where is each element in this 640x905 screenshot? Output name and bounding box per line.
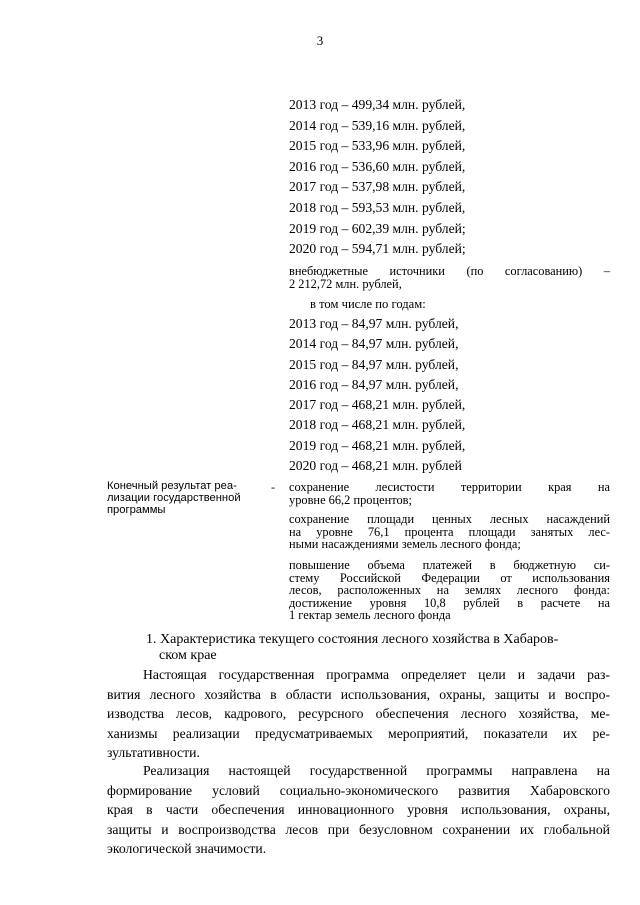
result-label-line: программы — [107, 504, 166, 516]
budget-year-line: 2014 год – 539,16 млн. рублей, — [289, 117, 466, 133]
paragraph-line: Настоящая государственная программа определяет цели и задачи раз- — [143, 667, 610, 682]
section-heading — [146, 632, 611, 663]
paragraph-line: Реализация настоящей государственной программы направлена на — [143, 763, 610, 778]
budget-year-line: 2018 год – 593,53 млн. рублей, — [289, 199, 466, 215]
budget-year-line: 2020 год – 594,71 млн. рублей; — [289, 241, 466, 257]
extrabudget-year-line: 2015 год – 84,97 млн. рублей, — [289, 356, 459, 372]
result-item-forest-cover — [289, 481, 610, 506]
result-item-budget-payments — [289, 559, 610, 622]
paragraph-line: вития лесного хозяйства в области использования, охраны, защиты и воспро- — [107, 686, 610, 702]
result-label-dash: - — [271, 480, 275, 494]
result-line: 1 гектар земель лесного фонда — [289, 608, 451, 623]
extrabudget-year-line: 2018 год – 468,21 млн. рублей, — [289, 417, 466, 433]
extrabudget-year-line: 2014 год – 84,97 млн. рублей, — [289, 336, 459, 352]
result-item-valuable-forests — [289, 513, 610, 551]
paragraph-line: экологической значимости. — [107, 841, 267, 857]
extrabudget-sources — [289, 265, 610, 290]
result-line: сохранение лесистости территории края на — [289, 480, 610, 494]
extrabudget-year-line: 2020 год – 468,21 млн. рублей — [289, 458, 462, 474]
result-line: достижение уровня 10,8 рублей в расчете на — [289, 595, 610, 610]
paragraph-line: ханизмы реализации предусматриваемых мероприятий, показатели их ре- — [107, 725, 610, 741]
result-line: повышение объема платежей в бюджетную си- — [289, 558, 610, 572]
extrabudget-subtitle: в том числе по годам: — [310, 297, 426, 311]
page-number: 3 — [316, 33, 324, 48]
budget-year-line: 2017 год – 537,98 млн. рублей, — [289, 179, 466, 195]
result-line: уровне 66,2 процентов; — [289, 492, 412, 507]
extrabudget-year-line: 2019 год – 468,21 млн. рублей, — [289, 437, 466, 453]
paragraph-implementation — [107, 761, 610, 859]
extrabudget-year-line: 2016 год – 84,97 млн. рублей, — [289, 376, 459, 392]
paragraph-line: края в части обеспечения инновационного уровня использования, охраны, — [107, 802, 610, 818]
paragraph-line: защиты и воспроизводства лесов при безусловном сохранении их глобальной — [107, 821, 610, 837]
paragraph-line: формирование условий социально-экономического развития Хабаровского — [107, 782, 610, 798]
extrabudget-line1: внебюджетные источники (по согласованию) – — [289, 264, 610, 278]
budget-year-line: 2016 год – 536,60 млн. рублей, — [289, 158, 466, 174]
budget-year-line: 2015 год – 533,96 млн. рублей, — [289, 138, 466, 154]
extrabudget-years-list — [289, 316, 610, 478]
paragraph-goals — [107, 665, 610, 763]
extrabudget-line2: 2 212,72 млн. рублей, — [289, 276, 402, 291]
section-heading-line: ском крае — [159, 647, 217, 663]
extrabudget-year-line: 2013 год – 84,97 млн. рублей, — [289, 316, 459, 331]
result-line: сохранение площади ценных лесных насаждений — [289, 512, 610, 526]
budget-year-line: 2019 год – 602,39 млн. рублей; — [289, 220, 466, 236]
budget-years-list — [289, 97, 610, 262]
result-line: на уровне 76,1 процента площади занятых лес- — [289, 524, 610, 539]
extrabudget-year-line: 2017 год – 468,21 млн. рублей, — [289, 397, 466, 413]
result-label-line: лизации государственной — [107, 492, 241, 504]
paragraph-line: изводства лесов, кадрового, ресурсного обеспечения лесного хозяйства, ме- — [107, 706, 610, 722]
result-label-line: Конечный результат реа- — [107, 480, 237, 492]
budget-year-line: 2013 год – 499,34 млн. рублей, — [289, 97, 466, 112]
result-label — [107, 480, 279, 516]
result-line: ными насаждениями земель лесного фонда; — [289, 537, 521, 552]
section-heading-line: 1. Характеристика текущего состояния лесного хозяйства в Хабаров- — [146, 632, 559, 647]
paragraph-line: зультативности. — [107, 745, 200, 761]
result-line: стему Российской Федерации от использования — [289, 570, 610, 585]
result-line: лесов, расположенных на землях лесного фонда: — [289, 583, 610, 598]
